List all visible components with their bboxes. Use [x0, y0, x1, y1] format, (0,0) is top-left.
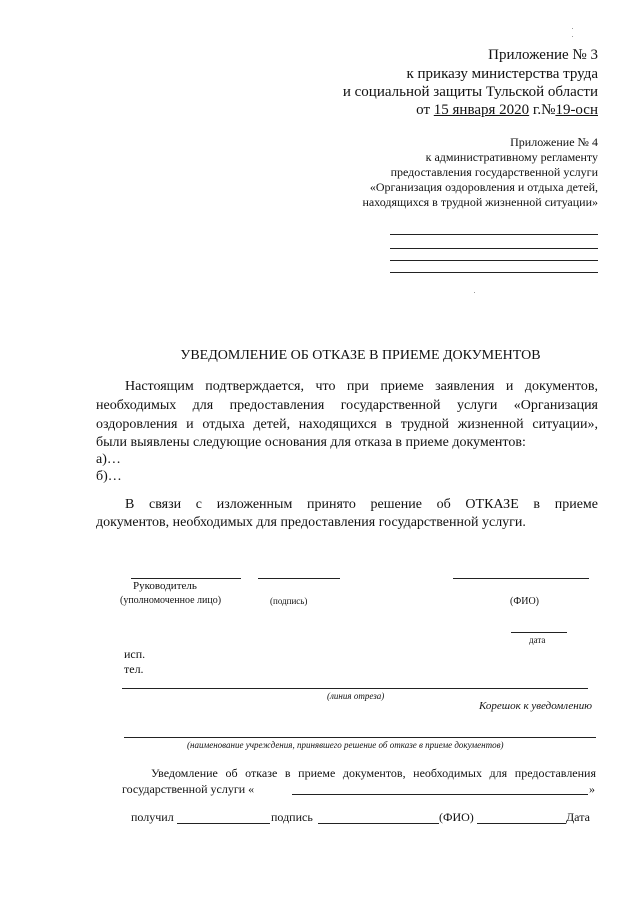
appendix4-title: Приложение № 4 — [510, 135, 598, 149]
head-signature-line — [131, 578, 241, 579]
executor-label: исп. — [124, 647, 146, 661]
scan-speck — [572, 28, 573, 29]
phone-label: тел. — [124, 662, 144, 676]
stub-notice-line-1: Уведомление об отказе в приеме документов, необходимых для предоставления — [151, 766, 596, 780]
received-line — [177, 823, 270, 824]
authorized-person-label: (уполномоченное лицо) — [120, 595, 222, 606]
signature-label: подпись — [271, 810, 313, 824]
paragraph-2-line-2: документов, необходимых для предоставления государственной услуги. — [96, 515, 526, 530]
fio-short-line — [477, 823, 566, 824]
appendix3-date: 15 января 2020 — [433, 102, 530, 118]
scan-speck — [474, 292, 475, 293]
appendix3-title: Приложение № 3 — [488, 47, 598, 63]
organization-line — [124, 737, 596, 738]
signature-line — [318, 823, 439, 824]
appendix3-date-prefix: от — [416, 102, 434, 118]
blank-line-3 — [390, 260, 598, 261]
organization-label: (наименование учреждения, принявшего решение об отказе в приеме документов) — [187, 740, 504, 750]
fio-label: (ФИО) — [510, 596, 540, 607]
blank-line-2 — [390, 248, 598, 249]
appendix3-number-prefix: г.№ — [529, 102, 556, 118]
sign-line — [258, 578, 340, 579]
appendix4-service-name-2: находящихся в трудной жизненной ситуации» — [362, 195, 598, 209]
appendix4-regulation-line: к административному регламенту — [425, 150, 598, 164]
paragraph-1-line-2: необходимых для предоставления государственной услуги «Организация — [96, 398, 598, 413]
fio-short-label: (ФИО) — [439, 810, 474, 824]
appendix3-ministry-line: и социальной защиты Тульской области — [342, 84, 598, 100]
head-label: Руководитель — [133, 580, 197, 592]
appendix4-service-line: предоставления государственной услуги — [390, 165, 598, 179]
service-name-line — [292, 794, 588, 795]
fio-line — [453, 578, 589, 579]
date-label: дата — [529, 635, 546, 645]
stub-notice-line-2-suffix: » — [589, 782, 595, 796]
sign-label: (подпись) — [270, 596, 308, 606]
cut-line-label: (линия отреза) — [327, 691, 385, 701]
paragraph-1-line-3: оздоровления и отдыха детей, находящихся в трудной жизненной ситуации», — [96, 417, 598, 432]
blank-line-1 — [390, 234, 598, 235]
paragraph-2-line-1: В связи с изложенным принято решение об ОТКАЗЕ в приеме — [125, 497, 598, 512]
blank-line-4 — [390, 272, 598, 273]
list-item-b: б)… — [96, 469, 122, 484]
appendix4-service-name-1: «Организация оздоровления и отдыха детей, — [369, 180, 598, 194]
scan-speck — [572, 36, 573, 37]
stub-notice-line-2-prefix: государственной услуги « — [122, 782, 255, 796]
document-title: УВЕДОМЛЕНИЕ ОБ ОТКАЗЕ В ПРИЕМЕ ДОКУМЕНТОВ — [180, 348, 541, 363]
paragraph-1-line-4: были выявлены следующие основания для отказа в приеме документов: — [96, 435, 526, 450]
received-label: получил — [131, 810, 174, 824]
appendix3-order-line: к приказу министерства труда — [406, 66, 598, 82]
cut-line — [122, 688, 588, 689]
list-item-a: а)… — [96, 452, 121, 467]
paragraph-1-line-1: Настоящим подтверждается, что при приеме заявления и документов, — [125, 379, 598, 394]
appendix3-number: 19-осн — [555, 102, 598, 118]
stub-title: Корешок к уведомлению — [479, 700, 592, 712]
date-short-label: Дата — [566, 810, 590, 824]
date-line — [511, 632, 567, 633]
appendix3-date-line — [416, 102, 598, 119]
